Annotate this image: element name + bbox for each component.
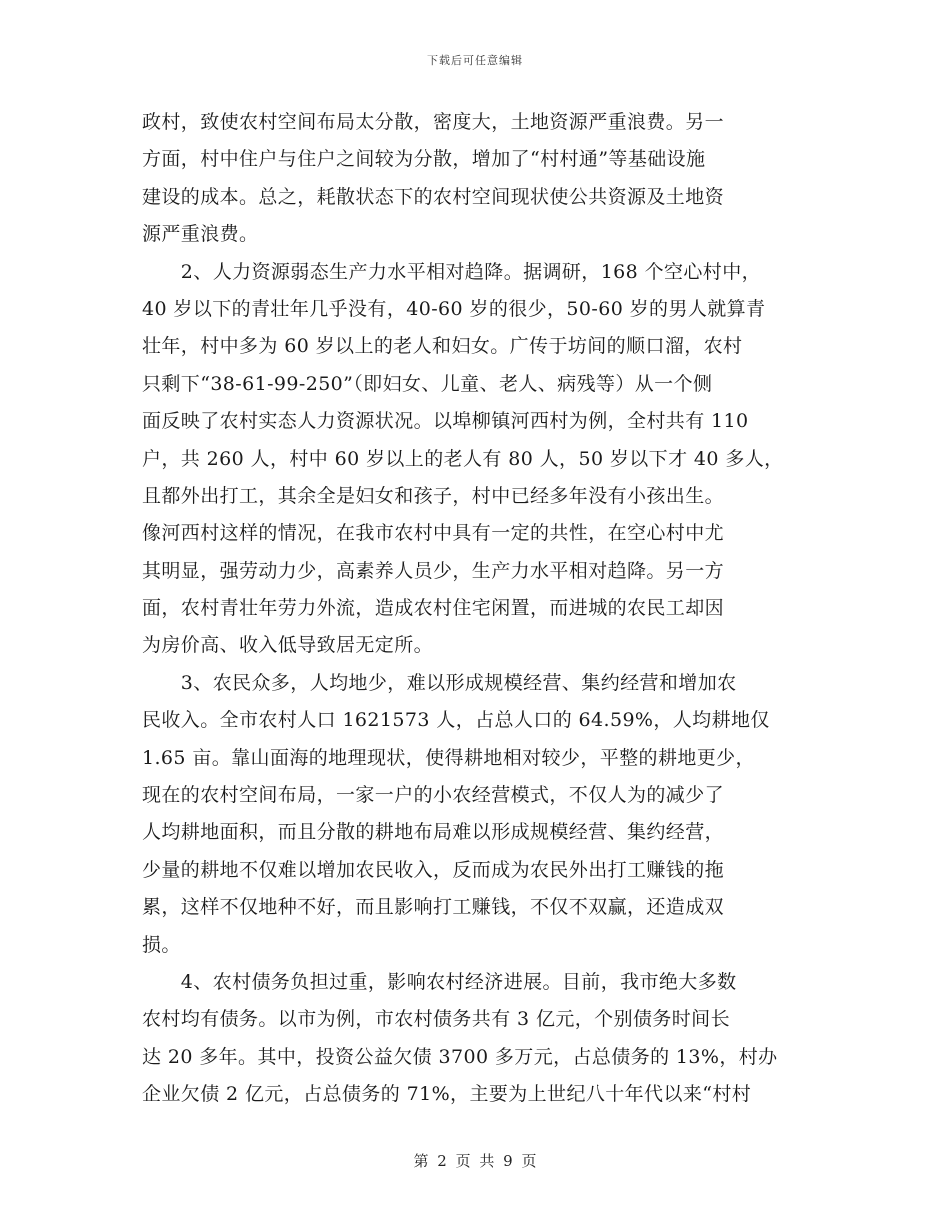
text-line: 面反映了农村实态人力资源状况。以埠柳镇河西村为例，全村共有 110 (142, 410, 749, 433)
text-line: 且都外出打工，其余全是妇女和孩子，村中已经多年没有小孩出生。 (142, 484, 725, 507)
text-line: 面，农村青壮年劳力外流，造成农村住宅闲置，而进城的农民工却因 (142, 597, 725, 620)
text-line: 源严重浪费。 (142, 223, 259, 246)
text-line: 少量的耕地不仅难以增加农民收入，反而成为农民外出打工赚钱的拖 (142, 858, 725, 881)
text-line: 政村，致使农村空间布局太分散，密度大，土地资源严重浪费。另一 (142, 111, 725, 133)
text-line: 4、农村债务负担过重，影响农村经济进展。目前，我市绝大多数 (142, 970, 737, 993)
text-line: 壮年，村中多为 60 岁以上的老人和妇女。广传于坊间的顺口溜，农村 (142, 335, 743, 358)
text-line: 建设的成本。总之，耗散状态下的农村空间现状使公共资源及土地资 (142, 185, 725, 208)
text-line: 2、人力资源弱态生产力水平相对趋降。据调研，168 个空心村中， (142, 260, 761, 283)
text-line: 农村均有债务。以市为例，市农村债务共有 3 亿元，个别债务时间长 (142, 1008, 730, 1031)
text-line: 其明显，强劳动力少，高素养人员少，生产力水平相对趋降。另一方 (142, 559, 725, 582)
text-line: 方面，村中住户与住户之间较为分散，增加了“村村通”等基础设施 (142, 148, 706, 171)
text-line: 达 20 多年。其中，投资公益欠债 3700 多万元，占总债务的 13%，村办 (142, 1045, 778, 1068)
text-line: 人均耕地面积，而且分散的耕地布局难以形成规模经营、集约经营， (142, 821, 725, 844)
text-line: 累，这样不仅地种不好，而且影响打工赚钱，不仅不双赢，还造成双 (142, 896, 725, 919)
text-line: 为房价高、收入低导致居无定所。 (142, 634, 434, 657)
text-line: 现在的农村空间布局，一家一户的小农经营模式，不仅人为的减少了 (142, 784, 725, 807)
text-line: 企业欠债 2 亿元，占总债务的 71%，主要为上世纪八十年代以来“村村 (142, 1083, 752, 1106)
text-line: 40 岁以下的青壮年几乎没有，40-60 岁的很少，50-60 岁的男人就算青 (142, 297, 766, 320)
page-header: 下载后可任意编辑 (427, 54, 523, 67)
text-line: 民收入。全市农村人口 1621573 人，占总人口的 64.59%，人均耕地仅 (142, 709, 770, 732)
document-body (142, 104, 812, 1114)
text-line: 只剩下“38-61-99-250”（即妇女、儿童、老人、病残等）从一个侧 (142, 372, 713, 395)
text-line: 损。 (142, 933, 181, 956)
text-line: 3、农民众多，人均地少，难以形成规模经营、集约经营和增加农 (142, 671, 737, 694)
page-footer: 第 2 页 共 9 页 (413, 1152, 537, 1170)
text-line: 1.65 亩。靠山面海的地理现状，使得耕地相对较少，平整的耕地更少， (142, 746, 755, 769)
text-line: 像河西村这样的情况，在我市农村中具有一定的共性，在空心村中尤 (142, 522, 725, 545)
text-line: 户，共 260 人，村中 60 岁以上的老人有 80 人，50 岁以下才 40 多人， (142, 447, 784, 470)
